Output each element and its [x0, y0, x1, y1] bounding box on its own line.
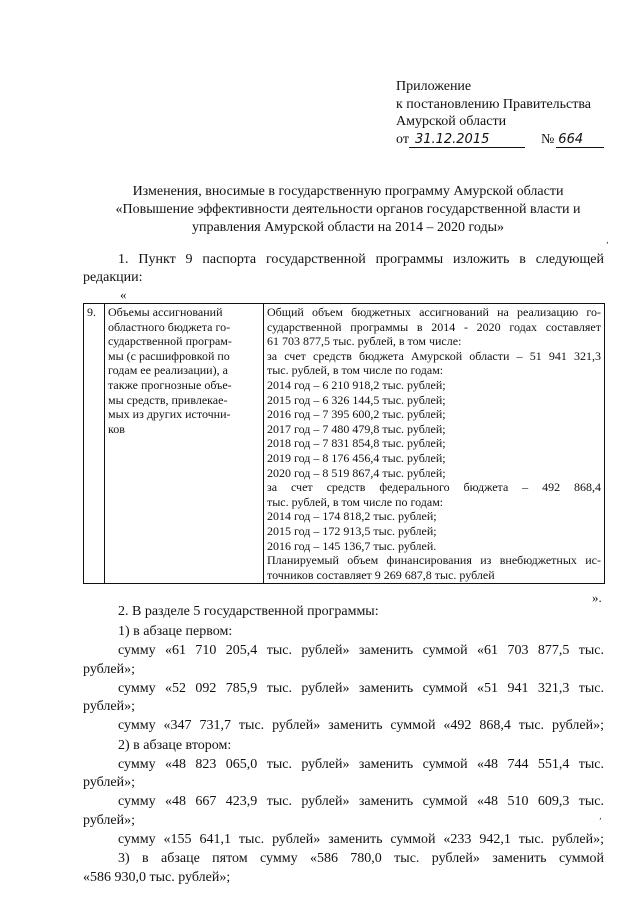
row-value-cell — [264, 304, 605, 584]
name-line: областного бюджета го- — [108, 319, 231, 334]
date-prefix: от — [396, 131, 409, 147]
value-line: 61 703 877,5 тыс. рублей, в том числе: — [267, 334, 462, 349]
value-line: 2016 год – 145 136,7 тыс. рублей. — [267, 538, 437, 553]
replace-1-line-1: сумму «61 710 205,4 тыс. рублей» заменить суммой «61 703 877,5 тыс. — [118, 643, 604, 658]
item2-heading: 2. В разделе 5 государственной программы: — [118, 604, 379, 619]
annex-block — [396, 78, 604, 148]
replace-1-line-2: рублей»; — [83, 662, 135, 677]
name-line: мы средств, привлекае- — [108, 392, 228, 407]
title-line-1: Изменения, вносимые в государственную программу Амурской области — [132, 184, 564, 199]
replace-5-line-1: сумму «48 667 423,9 тыс. рублей» заменить суммой «48 510 609,3 тыс. — [118, 794, 604, 809]
sub1-heading: 1) в абзаце первом: — [118, 624, 233, 639]
replace-3: сумму «347 731,7 тыс. рублей» заменить суммой «492 868,4 тыс. рублей»; — [118, 718, 604, 733]
item1-line-2: редакции: — [83, 270, 143, 285]
row-name-cell — [105, 304, 264, 584]
value-line: 2014 год – 6 210 918,2 тыс. рублей; — [267, 377, 446, 392]
value-line: Общий объем бюджетных ассигнований на реализацию го- — [267, 305, 601, 319]
value-line: 2015 год – 172 913,5 тыс. рублей; — [267, 523, 437, 538]
scan-mark: , — [599, 812, 602, 822]
replace-7-line-2: «586 930,0 тыс. рублей»; — [83, 870, 231, 885]
name-line: Объемы ассигнований — [108, 305, 223, 319]
value-line: 2017 год – 7 480 479,8 тыс. рублей; — [267, 421, 446, 436]
value-line: 2019 год – 8 176 456,4 тыс. рублей; — [267, 450, 446, 465]
open-quote: « — [120, 287, 127, 302]
name-line: также прогнозные объе- — [108, 377, 232, 392]
replace-2-line-2: рублей»; — [83, 699, 135, 714]
replace-4-line-2: рублей»; — [83, 775, 135, 790]
annex-date-row — [396, 131, 604, 149]
replace-5-line-2: рублей»; — [83, 813, 135, 828]
value-line: тыс. рублей, в том числе по годам: — [267, 494, 444, 509]
item1-line-1: 1. Пункт 9 паспорта государственной программы изложить в следующей — [118, 252, 604, 267]
handwritten-date: 31.12.2015 — [409, 133, 525, 148]
name-line: годам ее реализации), а — [108, 363, 228, 378]
scan-mark: , — [606, 236, 609, 246]
replace-4-line-1: сумму «48 823 065,0 тыс. рублей» заменить суммой «48 744 551,4 тыс. — [118, 757, 604, 772]
value-line: 2015 год – 6 326 144,5 тыс. рублей; — [267, 392, 446, 407]
value-line: тыс. рублей, в том числе по годам: — [267, 363, 444, 378]
row-number: 9. — [84, 304, 105, 584]
value-line: 2020 год – 8 519 867,4 тыс. рублей; — [267, 465, 446, 480]
annex-title: Приложение — [396, 79, 472, 94]
replace-7-line-1: 3) в абзаце пятом сумму «586 780,0 тыс. рублей» заменить суммой — [118, 851, 604, 866]
value-line: за счет средств бюджета Амурской области – 51 941 321,3 — [267, 348, 601, 363]
replace-2-line-1: сумму «52 092 785,9 тыс. рублей» заменить суммой «51 941 321,3 тыс. — [118, 681, 604, 696]
title-line-3: управления Амурской области на 2014 – 2020 годы» — [191, 220, 505, 235]
value-line: Планируемый объем финансирования из внебюджетных ис- — [267, 553, 601, 568]
handwritten-number: 664 — [556, 133, 604, 148]
close-quote: ». — [592, 590, 602, 605]
name-line: мых из других источни- — [108, 407, 231, 422]
value-line: 2018 год – 7 831 854,8 тыс. рублей; — [267, 436, 446, 451]
name-line: мы (с расшифровкой по — [108, 348, 230, 363]
annex-region: Амурской области — [396, 114, 507, 129]
number-sign: № — [540, 131, 555, 147]
document-title — [78, 183, 618, 237]
value-line: 2014 год – 174 818,2 тыс. рублей; — [267, 509, 437, 524]
name-line: ков — [108, 421, 125, 436]
value-line: сударственной программы в 2014 - 2020 годах составляет — [267, 319, 601, 334]
passport-table — [83, 303, 605, 584]
table-row — [84, 304, 605, 584]
replace-6: сумму «155 641,1 тыс. рублей» заменить суммой «233 942,1 тыс. рублей»; — [118, 832, 604, 847]
sub2-heading: 2) в абзаце втором: — [118, 738, 232, 753]
name-line: сударственной програм- — [108, 334, 232, 349]
value-line: 2016 год – 7 395 600,2 тыс. рублей; — [267, 407, 446, 422]
annex-resolution: к постановлению Правительства — [396, 96, 592, 112]
value-line: за счет средств федерального бюджета – 492 868,4 — [267, 480, 601, 495]
title-line-2: «Повышение эффективности деятельности органов государственной власти и — [115, 202, 581, 217]
value-line: точников составляет 9 269 687,8 тыс. рублей — [267, 567, 495, 582]
